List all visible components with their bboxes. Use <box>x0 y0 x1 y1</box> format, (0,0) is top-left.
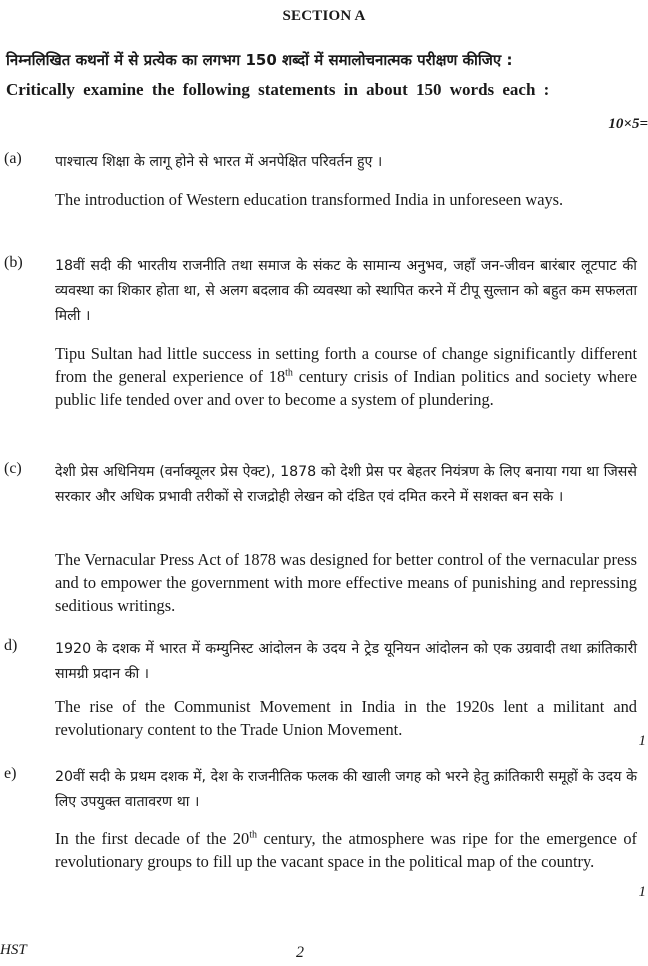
question-text-hindi: पाश्चात्य शिक्षा के लागू होने से भारत में अनपेक्षित परिवर्तन हुए । <box>55 154 383 170</box>
question-label: (b) <box>4 254 23 271</box>
marks-allocation: 10×5= <box>608 116 648 132</box>
section-title: SECTION A <box>282 8 366 24</box>
superscript-th: th <box>285 367 293 379</box>
question-text-english: The rise of the Communist Movement in India in the 1920s lent a militant and revolutionary content to the Trade Union Movement. <box>55 697 637 739</box>
side-mark: 1 <box>638 733 646 749</box>
question-text-hindi: देशी प्रेस अधिनियम (वर्नाक्यूलर प्रेस ऐक्ट), 1878 को देशी प्रेस पर बेहतर नियंत्रण के लिए बनाया गया था जिससे सरकार और अधिक प्रभावी तरीकों से राजद्रोही लेखन को दंडित एवं दमित करने में सशक्त बन सके । <box>55 464 637 505</box>
question-label: (a) <box>4 150 22 167</box>
question-text-english <box>55 827 637 873</box>
question-text-hindi: 18वीं सदी की भारतीय राजनीति तथा समाज के संकट के सामान्य अनुभव, जहाँ जन-जीवन बारंबार लूटपाट की व्यवस्था का शिकार होता था, से अलग बदलाव की व्यवस्था को स्थापित करने में टीपू सुल्तान को बहुत कम सफलता मिली । <box>55 258 637 324</box>
english-text-part: century crisis of Indian politics and society where public life tended over and over to become a system of plundering. <box>55 367 637 409</box>
question-text-english <box>55 342 637 411</box>
question-label: d) <box>4 637 18 654</box>
instruction-hindi: निम्नलिखित कथनों में से प्रत्येक का लगभग 150 शब्दों में समालोचनात्मक परीक्षण कीजिए : <box>6 51 513 69</box>
footer-page-number: 2 <box>296 944 304 961</box>
english-text-part: In the first decade of the 20 <box>55 829 250 848</box>
english-text-part: century, the atmosphere was ripe for the emergence of revolutionary groups to fill up the vacant space in the political map of the country. <box>55 829 637 871</box>
footer-paper-code: HST <box>0 942 27 958</box>
question-text-english: The introduction of Western education transformed India in unforeseen ways. <box>55 190 564 209</box>
side-mark: 1 <box>638 884 646 900</box>
question-label: (c) <box>4 460 22 477</box>
question-label: e) <box>4 765 17 782</box>
question-text-hindi: 20वीं सदी के प्रथम दशक में, देश के राजनीतिक फलक की खाली जगह को भरने हेतु क्रांतिकारी समूहों के उदय के लिए उपयुक्त वातावरण था । <box>55 769 637 810</box>
instruction-english: Critically examine the following statements in about 150 words each : <box>6 80 550 99</box>
question-text-hindi: 1920 के दशक में भारत में कम्युनिस्ट आंदोलन के उदय ने ट्रेड यूनियन आंदोलन को एक उग्रवादी तथा क्रांतिकारी सामग्री प्रदान की । <box>55 641 637 682</box>
superscript-th: th <box>249 829 257 841</box>
question-text-english: The Vernacular Press Act of 1878 was designed for better control of the vernacular press and to empower the government with more effective means of punishing and repressing seditious writings. <box>55 550 637 615</box>
english-text-part: Tipu Sultan had little success in setting forth a course of change significantly different from the general experience of 18 <box>55 344 637 386</box>
